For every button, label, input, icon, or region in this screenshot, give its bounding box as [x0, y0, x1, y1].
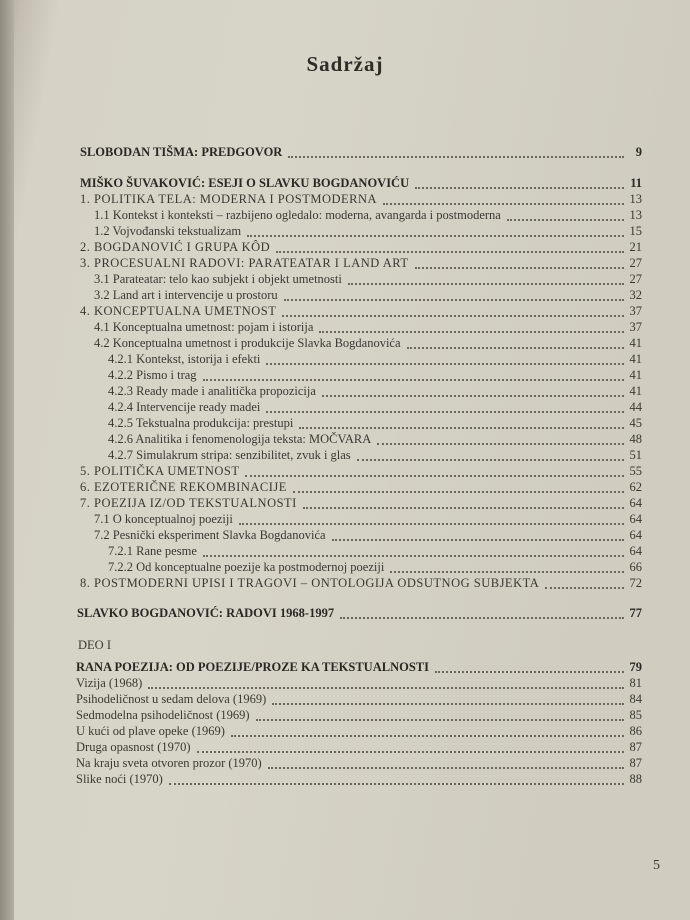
toc-leader-dots: [245, 475, 624, 477]
toc-entry: [94, 272, 642, 288]
toc-entry: [80, 464, 642, 480]
toc-entry-page: 64: [629, 496, 642, 510]
toc-entry-page: 81: [629, 676, 642, 690]
toc-entry: [76, 724, 642, 740]
toc-entry-title: Druga opasnost (1970): [76, 740, 191, 754]
toc-entry-title: 4.2.5 Tekstualna produkcija: prestupi: [108, 416, 294, 430]
toc-entry: [80, 256, 642, 272]
toc-entry-title: Na kraju sveta otvoren prozor (1970): [76, 756, 262, 770]
toc-entry-page: 13: [629, 192, 642, 206]
toc-leader-dots: [507, 219, 624, 221]
toc-entry-title: U kući od plave opeke (1969): [76, 724, 225, 738]
toc-leader-dots: [322, 395, 624, 397]
toc-entry-page: 44: [629, 400, 642, 414]
toc-leader-dots: [340, 617, 624, 619]
toc-leader-dots: [239, 523, 624, 525]
toc-entry: [80, 192, 642, 208]
toc-entry-page: 62: [629, 480, 642, 494]
toc-entry-title: 7. POEZIJA IZ/OD TEKSTUALNOSTI: [80, 496, 297, 510]
toc-entry-page: 77: [629, 606, 642, 620]
toc-leader-dots: [282, 315, 624, 317]
toc-entry-title: SLAVKO BOGDANOVIĆ: RADOVI 1968-1997: [77, 606, 335, 620]
toc-entry: [94, 528, 642, 544]
toc-entry: [76, 660, 642, 676]
toc-entry-page: 27: [629, 272, 642, 286]
toc-entry-page: 11: [630, 176, 642, 190]
toc-entry-title: 4. KONCEPTUALNA UMETNOST: [80, 304, 277, 318]
toc-entry-title: Psihodeličnost u sedam delova (1969): [76, 692, 267, 706]
toc-entry-page: 21: [629, 240, 642, 254]
toc-entry-title: 4.2.1 Kontekst, istorija i efekti: [108, 352, 261, 366]
toc-entry-title: 4.2.6 Analitika i fenomenologija teksta: MOČVARA: [108, 432, 372, 446]
toc-leader-dots: [319, 331, 624, 333]
toc-leader-dots: [231, 735, 624, 737]
toc-entry-title: RANA POEZIJA: OD POEZIJE/PROZE KA TEKSTUALNOSTI: [76, 660, 429, 674]
toc-leader-dots: [332, 539, 624, 541]
toc-entry-page: 64: [629, 512, 642, 526]
toc-entry: [76, 708, 642, 724]
toc-entry: [108, 432, 642, 448]
toc-leader-dots: [299, 427, 624, 429]
toc-entry: [108, 384, 642, 400]
toc-entry-page: 72: [629, 576, 642, 590]
toc-leader-dots: [169, 783, 624, 785]
toc-leader-dots: [284, 299, 624, 301]
toc-entry-title: 4.2.2 Pismo i trag: [108, 368, 197, 382]
toc-entry-page: 84: [629, 692, 642, 706]
toc-entry-page: 79: [629, 660, 642, 674]
toc-entry-title: 4.2 Konceptualna umetnost i produkcije Slavka Bogdanovića: [94, 336, 401, 350]
toc-leader-dots: [148, 687, 624, 689]
toc-leader-dots: [203, 555, 624, 557]
toc-leader-dots: [348, 283, 624, 285]
toc-leader-dots: [383, 203, 624, 205]
toc-entry: [76, 740, 642, 756]
toc-leader-dots: [256, 719, 624, 721]
toc-entry: [76, 756, 642, 772]
toc-entry-title: 8. POSTMODERNI UPISI I TRAGOVI – ONTOLOGIJA ODSUTNOG SUBJEKTA: [80, 576, 540, 590]
toc-entry: [94, 208, 642, 224]
toc-entry: [94, 288, 642, 304]
toc-entry: [80, 240, 642, 256]
toc-leader-dots: [390, 571, 624, 573]
toc-entry-title: 5. POLITIČKA UMETNOST: [80, 464, 240, 478]
section-label: DEO I: [78, 638, 111, 652]
toc-entry-page: 87: [629, 740, 642, 754]
toc-entry-page: 51: [629, 448, 642, 462]
page-number: 5: [653, 858, 660, 873]
toc-leader-dots: [303, 507, 624, 509]
toc-leader-dots: [407, 347, 624, 349]
toc-entry-title: 4.1 Konceptualna umetnost: pojam i istorija: [94, 320, 314, 334]
toc-entry-page: 86: [629, 724, 642, 738]
toc-entry: [76, 772, 642, 788]
toc-entry: [108, 448, 642, 464]
toc-entry: [80, 496, 642, 512]
toc-entry: [80, 480, 642, 496]
toc-entry-page: 66: [629, 560, 642, 574]
toc-entry: [108, 416, 642, 432]
toc-entry-title: 2. BOGDANOVIĆ I GRUPA KÔD: [80, 240, 271, 254]
toc-entry-page: 64: [629, 528, 642, 542]
toc-entry-page: 87: [629, 756, 642, 770]
toc-entry: [80, 145, 642, 161]
toc-entry-page: 48: [629, 432, 642, 446]
toc-entry: [77, 606, 642, 622]
page-title: Sadržaj: [306, 52, 384, 76]
toc-entry: [80, 576, 642, 592]
toc-entry: [76, 692, 642, 708]
toc-entry-page: 41: [629, 368, 642, 382]
toc-leader-dots: [272, 703, 624, 705]
toc-leader-dots: [293, 491, 624, 493]
toc-entry-title: 7.2.1 Rane pesme: [108, 544, 197, 558]
toc-leader-dots: [197, 751, 624, 753]
toc-entry-title: Slike noći (1970): [76, 772, 163, 786]
toc-leader-dots: [203, 379, 624, 381]
toc-entry-page: 45: [629, 416, 642, 430]
toc-entry-page: 27: [629, 256, 642, 270]
toc-leader-dots: [247, 235, 624, 237]
toc-entry-title: 7.1 O konceptualnoj poeziji: [94, 512, 233, 526]
toc-entry: [94, 320, 642, 336]
toc-entry-title: 4.2.4 Intervencije ready madei: [108, 400, 261, 414]
toc-entry: [108, 368, 642, 384]
toc-entry-page: 64: [629, 544, 642, 558]
toc-entry-page: 32: [629, 288, 642, 302]
toc-entry-title: SLOBODAN TIŠMA: PREDGOVOR: [80, 145, 283, 159]
toc-leader-dots: [377, 443, 624, 445]
toc-entry-title: 4.2.7 Simulakrum stripa: senzibilitet, zvuk i glas: [108, 448, 351, 462]
toc-entry: [80, 304, 642, 320]
toc-entry-page: 55: [629, 464, 642, 478]
toc-entry: [94, 224, 642, 240]
toc-entry-title: 3. PROCESUALNI RADOVI: PARATEATAR I LAND ART: [80, 256, 409, 270]
toc-leader-dots: [266, 363, 624, 365]
toc-entry-page: 41: [629, 352, 642, 366]
toc-leader-dots: [276, 251, 624, 253]
toc-leader-dots: [545, 587, 624, 589]
toc-entry: [108, 560, 642, 576]
toc-leader-dots: [435, 671, 624, 673]
toc-entry-title: 1. POLITIKA TELA: MODERNA I POSTMODERNA: [80, 192, 378, 206]
toc-entry: [80, 176, 642, 192]
toc-leader-dots: [268, 767, 624, 769]
toc-entry-page: 9: [635, 145, 642, 159]
toc-entry-title: 1.1 Kontekst i konteksti – razbijeno ogledalo: moderna, avangarda i postmoderna: [94, 208, 501, 222]
toc-entry-title: 7.2 Pesnički eksperiment Slavka Bogdanovića: [94, 528, 326, 542]
toc-entry-title: 4.2.3 Ready made i analitička propozicija: [108, 384, 316, 398]
toc-entry-title: MIŠKO ŠUVAKOVIĆ: ESEJI O SLAVKU BOGDANOVIĆU: [80, 176, 410, 190]
toc-entry-title: 1.2 Vojvođanski tekstualizam: [94, 224, 242, 238]
toc-entry-page: 88: [629, 772, 642, 786]
toc-entry-page: 13: [629, 208, 642, 222]
toc-entry-page: 15: [629, 224, 642, 238]
toc-entry-page: 41: [629, 384, 642, 398]
toc-entry: [108, 400, 642, 416]
toc-entry-title: Vizija (1968): [76, 676, 143, 690]
toc-entry: [76, 676, 642, 692]
toc-entry: [94, 512, 642, 528]
toc-entry-title: 3.1 Parateatar: telo kao subjekt i objekt umetnosti: [94, 272, 342, 286]
toc-entry-page: 37: [629, 304, 642, 318]
toc-entry-page: 37: [629, 320, 642, 334]
toc-entry: [108, 544, 642, 560]
toc-entry-page: 85: [629, 708, 642, 722]
toc-entry: [108, 352, 642, 368]
toc-entry-title: 7.2.2 Od konceptualne poezije ka postmodernoj poeziji: [108, 560, 385, 574]
toc-leader-dots: [288, 156, 624, 158]
toc-leader-dots: [266, 411, 624, 413]
toc-entry-title: 3.2 Land art i intervencije u prostoru: [94, 288, 278, 302]
toc-leader-dots: [357, 459, 624, 461]
toc-entry-title: 6. EZOTERIČNE REKOMBINACIJE: [80, 480, 287, 494]
toc-entry-title: Sedmodelna psihodeličnost (1969): [76, 708, 250, 722]
toc-leader-dots: [415, 187, 624, 189]
toc-leader-dots: [415, 267, 625, 269]
toc-entry: [94, 336, 642, 352]
toc-entry-page: 41: [629, 336, 642, 350]
